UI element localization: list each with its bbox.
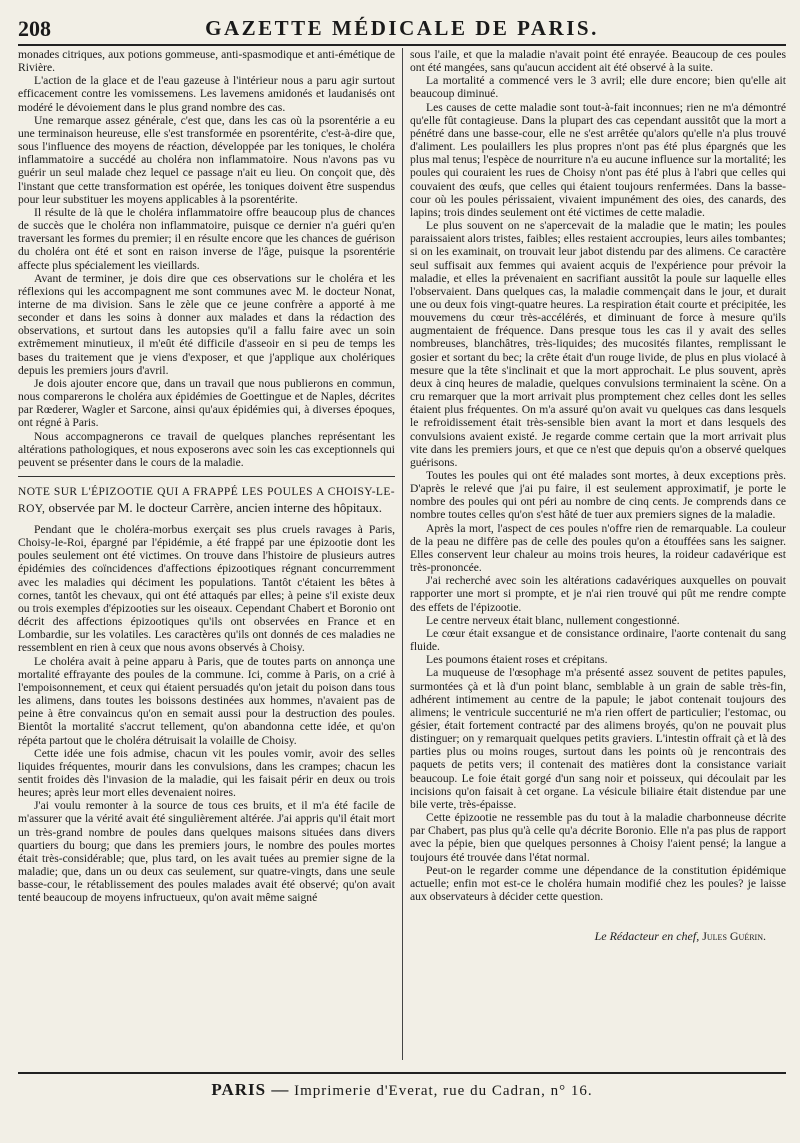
signature-name: Jules Guérin. xyxy=(702,929,766,944)
text-columns xyxy=(18,48,786,1060)
paragraph: Cette idée une fois admise, chacun vit les poules vomir, avoir des selles liquides fréquentes, mourir dans les convulsions, dans les crampes; chacun les sentit froides dès l'invasion de la maladie, qui les faisait périr en deux ou trois heures; après leur mort elles devenaient noires. xyxy=(18,746,395,800)
paragraph: Je dois ajouter encore que, dans un travail que nous publierons en commun, nous comparerons le choléra aux épidémies de Goettingue et de Naples, décrites par Rœderer, Wagler et Sarcone, ainsi qu'aux épidémies qui, à diverses époques, ont régné à Paris. xyxy=(18,376,395,430)
article-title-rest: observée par M. le docteur Carrère, ancien interne des hôpitaux. xyxy=(48,500,383,515)
paragraph: Le cœur était exsangue et de consistance ordinaire, l'aorte contenait du sang fluide. xyxy=(410,626,786,654)
paragraph: Pendant que le choléra-morbus exerçait ses plus cruels ravages à Paris, Choisy-le-Roi, épargné par l'épidémie, a été frappé par une épizootie dont les poules seulement ont été victimes. On trouve dans l'histoire de plusieurs autres épidémies des coïncidences d'affections épizootiques régnant concurremment avec les maladies qui déciment les populations. Tantôt c'étaient les bêtes à cornes, tantôt les chevaux, qui ont été attaqués par elles; à peine s'il existe deux ou trois exemples d'épizooties sur les oiseaux. Cependant Chabert et Boronio ont décrit des affections épizootiques qu'ils ont observées en France et en Lombardie, sur les volatiles. Les caractères qu'ils ont donnés de ces maladies ne ressemblent en rien à ceux que nous avons observés à Choisy. xyxy=(18,523,395,655)
paragraph: Il résulte de là que le choléra inflammatoire offre beaucoup plus de chances de succès que le choléra non inflammatoire, puisque ce dernier n'a guéri qu'en traversant les formes du premier; il en résulte encore que les chances de guérison du choléra ont été et sont en raison inverse de l'âge, puisque la psorentérie affecte plus spécialement les vieillards. xyxy=(18,205,395,272)
article-title xyxy=(18,476,395,517)
paragraph: Après la mort, l'aspect de ces poules n'offre rien de remarquable. La couleur de la peau ne diffère pas de celle des poules qu'on a étouffées sans les saigner. Elles conservent leur chaleur au moins trois heures, la roideur cadavérique est très-prononcée. xyxy=(410,521,786,575)
left-column xyxy=(18,48,402,1060)
paragraph: Toutes les poules qui ont été malades sont mortes, à deux exceptions près. D'après le relevé que j'ai pu faire, il est seulement approximatif, je porte le nombre des poules qui ont péri au nombre de cinq cents. Je comprends dans ce nombre toutes celles qu'on s'est hâté de tuer aux premiers signes de la maladie. xyxy=(410,469,786,522)
paragraph: Le choléra avait à peine apparu à Paris, que de toutes parts on annonça une mortalité effrayante des poules de la commune. Ici, comme à Paris, on a crié à l'empoisonnement, et ceux qui étaient persuadés qu'on jetait du poison dans tous les alimens, dans toutes les boissons destinées aux hommes, n'avaient pas de peine à être convaincus qu'on en semait aussi pour la destruction des poules. Bientôt la mortalité s'accrut tellement, qu'on abandonna cette idée, et qu'on répéta partout que le choléra détruisait la volaille de Choisy. xyxy=(18,654,395,747)
imprint-city: PARIS — xyxy=(211,1080,290,1099)
paragraph: Avant de terminer, je dois dire que ces observations sur le choléra et les réflexions qui les accompagnent me sont communes avec M. le docteur Nonat, interne de ma division. Sans le zèle que ce jeune confrère a apporté à me seconder et dans les soins à donner aux malades et dans la rédaction des observations, et surtout dans les autopsies qu'il a fallu faire avec un soin extrêmement minutieux, il m'eût été difficile d'asseoir en si peu de temps les bases du traitement que je viens d'exposer, et que j'applique aux cholériques depuis les premiers jours d'avril. xyxy=(18,271,395,377)
paragraph: J'ai recherché avec soin les altérations cadavériques auxquelles on pouvait rapporter une mort si prompte, et je n'ai rien trouvé qui pût me rendre compte des effets de l'épizootie. xyxy=(410,574,786,614)
article-title-caps: NOTE SUR L'ÉPIZOOTIE QUI A FRAPPÉ LES POULES A CHOISY-LE-ROY, xyxy=(18,486,395,515)
paragraph: Les poumons étaient roses et crépitans. xyxy=(426,653,608,667)
paragraph: Peut-on le regarder comme une dépendance de la constitution épidémique actuelle; enfin mot est-ce le choléra humain modifié chez les poules? je laisse aux observateurs à décider cette question. xyxy=(410,863,786,903)
paragraph: L'action de la glace et de l'eau gazeuse à l'intérieur nous a paru agir surtout efficacement contre les vomissemens. Les lavemens amidonés et laudanisés ont modéré le dévoiement dans le plus grand nombre des cas. xyxy=(18,74,395,114)
paragraph: Le centre nerveux était blanc, nullement congestionné. xyxy=(426,613,680,627)
imprint-printer: Imprimerie d'Everat, rue du Cadran, n° 16. xyxy=(294,1083,593,1099)
paragraph: Nous accompagnerons ce travail de quelques planches représentant les altérations pathologiques, et nous exposerons avec soin les cas exceptionnels qui peuvent se présenter dans le cours de la maladie. xyxy=(18,429,395,469)
paragraph: monades citriques, aux potions gommeuse, anti-spasmodique et anti-émétique de Rivière. xyxy=(18,48,395,75)
paragraph: sous l'aile, et que la maladie n'avait point été enrayée. Beaucoup de ces poules ont été mangées, sans qu'aucun accident ait été observé à la suite. xyxy=(410,48,786,75)
paragraph: Une remarque assez générale, c'est que, dans les cas où la psorentérie a eu une terminaison heureuse, elle s'est transformée en psorentérite, c'est-à-dire que, sous l'influence des moyens de réaction, développée par les toniques, le choléra inflammatoire a succédé au choléra non inflammatoire. Nous n'avons pas vu guérir un seul malade chez lequel ce passage n'ait eu lieu. On conçoit que, dès l'instant que cette transformation est opérée, les toniques doivent être suspendus pour leur substituer les moyens applicables à la psorentérite. xyxy=(18,113,395,206)
paragraph: La mortalité a commencé vers le 3 avril; elle dure encore; bien qu'elle ait beaucoup diminué. xyxy=(410,74,786,101)
printer-imprint xyxy=(18,1072,786,1100)
paragraph: Le plus souvent on ne s'apercevait de la maladie que le matin; les poules paraissaient alors tristes, faibles; elles restaient accroupies, leurs ailes tombantes; si on les examinait, on trouvait leur jabot distendu par des alimens. Ce caractère seul suffisait aux femmes qui avaient acquis de l'expérience pour prévoir la maladie, et elles la prévenaient en sacrifiant aussitôt la poule sur laquelle elles l'observaient. Dans quelques cas, la maladie commençait dans le jour, et durait une ou deux fois vingt-quatre heures. La respiration était courte et précipitée, les mouvemens du cœur très-accélérés, et diminuant de force à mesure qu'ils augmentaient de fréquence. Dans presque tous les cas il y avait des selles nombreuses, blanchâtres, très-liquides; des mucosités filantes, remplissant le gosier et sortant du bec; la crête était d'un rouge livide, de plus en plus violacé à mesure que la tête s'inclinait et que la mort approchait. Le plus souvent, après deux à cinq heures de maladie, quelques convulsions terminaient la scène. On a cru remarquer que la mort arrivait plus promptement chez celles dont les selles étaient plus fréquentes. On m'a assuré qu'on avait vu quelques cas dans lesquels le refroidissement était très-sensible bien avant la mort et dans lesquels des convulsions avaient existé. Je regarde comme certain que la mort arrivait plus vite dans les premiers jours, et que ce n'est que depuis qu'on a observé quelques guérisons. xyxy=(410,219,786,469)
journal-title: GAZETTE MÉDICALE DE PARIS. xyxy=(205,16,599,40)
paragraph: La muqueuse de l'œsophage m'a présenté assez souvent de petites papules, surmontées çà et là d'un point blanc, semblable à un grain de sable très-fin, adhérent intimement au centre de la papule; le jabot contenait toujours des alimens; le ventricule succenturié ne m'a rien offert de particulier; l'estomac, ou gésier, était fortement contracté par des alimens broyés, qu'on ne pouvait plus distinguer; on y remarquait quelques petits graviers. L'intestin offrait çà et là des parties plus ou moins rouges, surtout dans les points où je rencontrais des paquets de petits vers; il contenait des matières dont la consistance variait beaucoup. Le foie était gorgé d'un sang noir et poisseux, qui découlait par les incisions qu'on faisait à cet organe. La vésicule biliaire était distendue par une bile verte, très-épaisse. xyxy=(410,666,786,811)
paragraph: J'ai voulu remonter à la source de tous ces bruits, et il m'a été facile de m'assurer que la vérité avait été singulièrement altérée. J'ai appris qu'il était mort un très-grand nombre de poules dans quelques maisons situées dans divers quartiers du bourg; que dans les premiers jours, le nombre des poules mortes était très-considérable; que, plus tard, on les avait tuées au premier signe de la maladie; que, dans un ou deux cas seulement, sur quatre-vingts, dans une seule basse-cour, le rétablissement des poules malades avait été observé; qu'on avait tenté beaucoup de moyens infructueux, qu'on avait même saigné xyxy=(18,799,395,905)
page-header xyxy=(18,10,786,46)
page-number: 208 xyxy=(18,16,51,41)
paragraph: Cette épizootie ne ressemble pas du tout à la maladie charbonneuse décrite par Chabert, pas plus qu'à celle qu'a décrite Boronio. Elle n'a pas plus de rapport avec la pépie, bien que quelques personnes à Choisy l'aient pensé; la langue a toujours été trouvée dans l'état normal. xyxy=(410,811,786,864)
paragraph: Les causes de cette maladie sont tout-à-fait inconnues; rien ne m'a démontré qu'elle fût contagieuse. Dans la plupart des cas cependant aussitôt que la mort a pénétré dans une basse-cour, elle ne s'est arrêtée qu'alors qu'elle n'a plus trouvé d'aliment. Les poulaillers les plus propres n'ont pas été plus épargnés que les plus mal tenus; l'espèce de nourriture n'a eu aucune influence sur la mortalité; les poules qui couraient les rues de Choisy n'ont pas été plus à l'abri que celles qui couvaient des œufs, que celles qui étaient toujours renfermées. Dans la basse-cour où les poules périssaient, vivaient impunément des oies, des canards, des lapins; trois dindes seulement ont été victimes de cette maladie. xyxy=(410,100,786,219)
editor-signature xyxy=(410,929,786,944)
signature-prefix: Le Rédacteur en chef, xyxy=(594,929,700,944)
right-column xyxy=(402,48,786,1060)
